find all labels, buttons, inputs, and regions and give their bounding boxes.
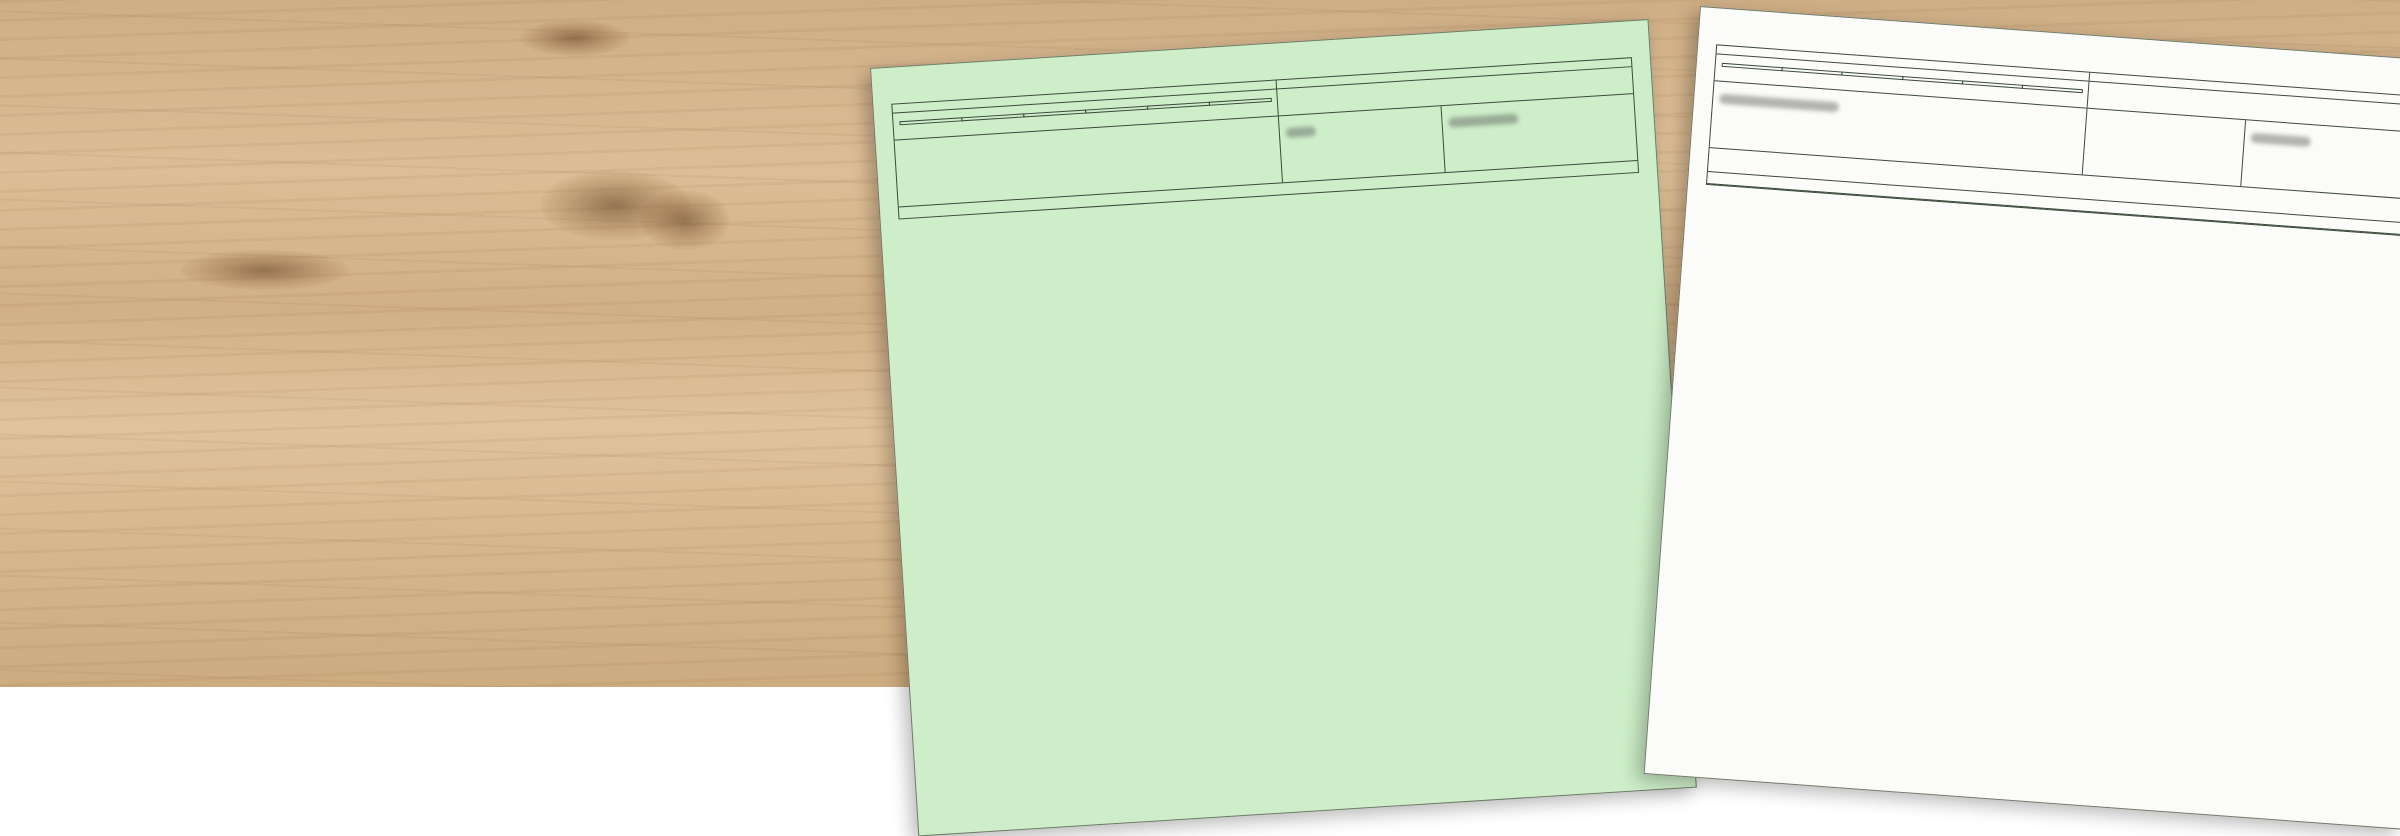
date-header (1209, 98, 1272, 106)
green-insurance-card (870, 19, 1697, 836)
date-header (1842, 72, 1903, 80)
date-header (1722, 63, 1783, 71)
date-header (1962, 80, 2023, 88)
date-header (1085, 106, 1148, 114)
redacted-make (2250, 133, 2311, 147)
white-insurance-card (1644, 6, 2400, 830)
wood-knot (520, 20, 630, 56)
section-6 (1279, 106, 1446, 182)
date-header (1782, 67, 1843, 75)
section-7 (1441, 94, 1637, 172)
card-grid (1706, 44, 2400, 237)
date-header (2022, 85, 2083, 93)
redacted-registration (1719, 94, 1839, 113)
card-grid (891, 57, 1639, 219)
redacted-make (1448, 113, 1518, 127)
wood-knot (640, 190, 730, 250)
date-header (1023, 110, 1086, 118)
date-header (1147, 102, 1210, 110)
date-header (961, 113, 1024, 121)
wood-knot (180, 250, 350, 290)
date-header (1902, 76, 1963, 84)
redacted-category (1285, 126, 1316, 138)
section-6 (2083, 109, 2246, 186)
date-header (899, 117, 962, 125)
